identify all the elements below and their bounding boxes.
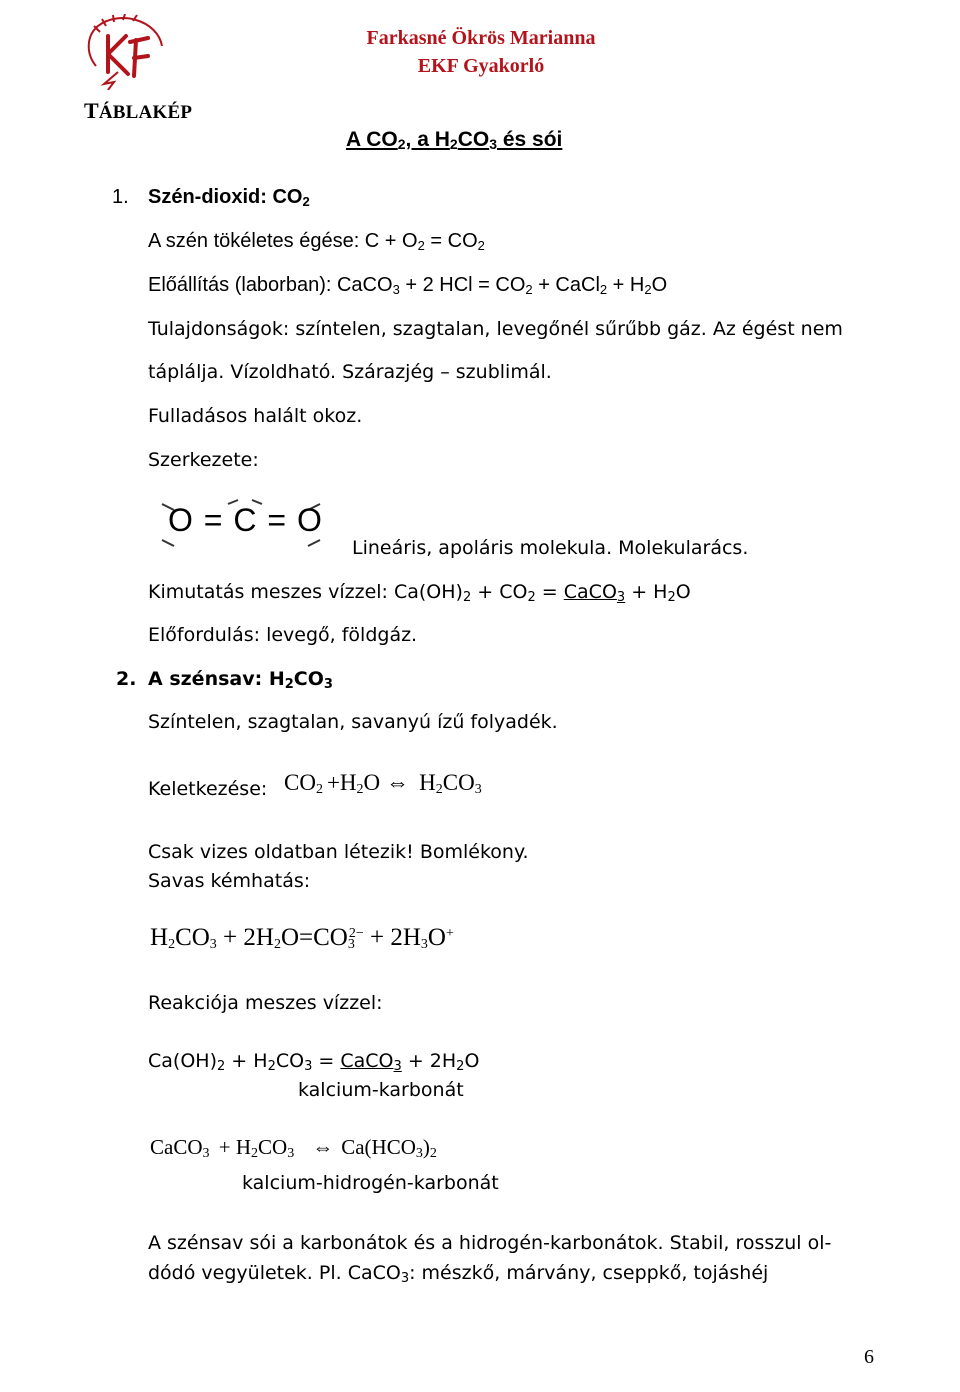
subscript: 2 bbox=[525, 282, 533, 297]
eq-part: CO bbox=[258, 1135, 288, 1159]
text-part: + H bbox=[607, 274, 645, 296]
subscript: 2 bbox=[168, 937, 176, 952]
section1-heading bbox=[148, 186, 310, 209]
subscript: 3 bbox=[415, 1146, 423, 1161]
acidity-equation bbox=[150, 924, 454, 952]
text-part: : mészkő, márvány, cseppkő, tojáshéj bbox=[409, 1262, 769, 1284]
subscript: 2 bbox=[417, 238, 425, 253]
co2-structure-diagram bbox=[160, 496, 322, 564]
underlined-formula: CaCO bbox=[563, 581, 617, 603]
bicarbonate-equation bbox=[150, 1135, 437, 1160]
subscript: 2 bbox=[315, 782, 323, 797]
eq-part: + 2H bbox=[363, 924, 421, 951]
subscript: 2 bbox=[462, 590, 472, 605]
eq-part: O bbox=[427, 924, 446, 951]
subscript: 3 bbox=[474, 782, 482, 797]
subscript: 2 bbox=[599, 282, 608, 297]
subscript: 2 bbox=[216, 1059, 226, 1074]
subscript: 3 bbox=[616, 590, 626, 605]
formation-equation bbox=[284, 770, 482, 796]
page-number: 6 bbox=[864, 1346, 874, 1368]
text-part: + CaCl bbox=[532, 274, 600, 296]
heading-text: A szénsav: H bbox=[148, 668, 285, 690]
subscript: 2 bbox=[429, 1146, 437, 1161]
eq-part: H bbox=[419, 770, 436, 795]
section2-number: 2. bbox=[116, 668, 137, 690]
section1-number: 1. bbox=[112, 186, 129, 208]
eq-part: CO bbox=[442, 770, 475, 795]
detection-line bbox=[148, 581, 691, 603]
eq-part: CO bbox=[175, 924, 210, 951]
subscript: 2 bbox=[267, 1059, 276, 1074]
heading-text: CO bbox=[293, 668, 324, 690]
subscript: 2 bbox=[356, 782, 364, 797]
heading-text: Szén-dioxid: CO bbox=[148, 186, 303, 208]
page-title bbox=[346, 128, 562, 152]
text-part: = bbox=[535, 581, 564, 603]
eq-part: CO bbox=[284, 770, 316, 795]
eq-part: +H bbox=[326, 770, 357, 795]
heading-sub: 2 bbox=[302, 194, 310, 209]
occurrence-line: Előfordulás: levegő, földgáz. bbox=[148, 624, 418, 646]
eq-part: O bbox=[363, 770, 381, 795]
subscript: 2 bbox=[667, 590, 676, 605]
text-part: O bbox=[651, 274, 668, 296]
subscript: 3 bbox=[304, 1059, 313, 1074]
superscript: 2− bbox=[348, 926, 364, 941]
eq-part: + H bbox=[225, 1050, 268, 1072]
carbonic-acid-description: Színtelen, szagtalan, savanyú ízű folyadék. bbox=[148, 711, 558, 733]
eq-part: ) bbox=[422, 1135, 430, 1159]
properties-line-2: táplálja. Vízoldható. Szárazjég – szublimál. bbox=[148, 361, 552, 383]
limewater-equation bbox=[148, 1050, 479, 1072]
heading-sub: 3 bbox=[323, 677, 333, 692]
acidity-label: Savas kémhatás: bbox=[148, 870, 311, 892]
combustion-line bbox=[148, 230, 485, 253]
subscript: 2 bbox=[456, 1059, 465, 1074]
author-name: Farkasné Ökrös Marianna bbox=[366, 27, 596, 49]
school-logo bbox=[78, 14, 178, 94]
text-part: + 2 HCl = CO bbox=[399, 274, 526, 296]
bicarbonate-product: kalcium-hidrogén-karbonát bbox=[242, 1172, 499, 1194]
eq-part: O bbox=[464, 1050, 480, 1072]
subscript: 3 bbox=[209, 937, 217, 952]
subscript: 2 bbox=[435, 782, 443, 797]
subscript: 3 bbox=[392, 282, 400, 297]
only-solution-line: Csak vizes oldatban létezik! Bomlékony. bbox=[148, 841, 529, 863]
equilibrium-arrow-icon: ⇔ bbox=[312, 1135, 334, 1159]
title-sub: 2 bbox=[397, 136, 406, 152]
equilibrium-arrow-icon: ⇔ bbox=[386, 770, 410, 795]
subscript: 3 bbox=[287, 1146, 295, 1161]
eq-part: O bbox=[280, 924, 300, 951]
title-part: és sói bbox=[496, 128, 563, 151]
eq-part: CO bbox=[275, 1050, 305, 1072]
subscript: 3 bbox=[400, 1271, 410, 1286]
text-part: O bbox=[675, 581, 691, 603]
properties-line-3: Fulladásos halált okoz. bbox=[148, 405, 363, 427]
section-label-rest: ÁBLAKÉP bbox=[98, 102, 193, 123]
subscript: 2 bbox=[273, 937, 281, 952]
subscript: 2 bbox=[527, 590, 536, 605]
eq-part: = bbox=[312, 1050, 341, 1072]
subscript: 3 bbox=[393, 1059, 402, 1074]
eq-part: Ca(HCO bbox=[341, 1135, 416, 1159]
text-part: + CO bbox=[471, 581, 528, 603]
properties-line-1: Tulajdonságok: színtelen, szagtalan, levegőnél sűrűbb gáz. Az égést nem bbox=[148, 318, 843, 340]
section-label-initial: T bbox=[84, 98, 99, 123]
eq-part: CO bbox=[313, 924, 348, 951]
section-label bbox=[84, 98, 192, 124]
text-part: + H bbox=[625, 581, 668, 603]
superscript: + bbox=[445, 926, 454, 941]
eq-part: Ca(OH) bbox=[148, 1050, 217, 1072]
eq-part: = bbox=[299, 924, 314, 951]
text-part: Kimutatás meszes vízzel: Ca(OH) bbox=[148, 581, 463, 603]
subscript: 3 bbox=[420, 937, 428, 952]
eq-part: + 2H bbox=[216, 924, 274, 951]
eq-part: + H bbox=[213, 1135, 252, 1159]
title-part: CO bbox=[457, 128, 490, 151]
eq-part: + 2H bbox=[401, 1050, 457, 1072]
author-block bbox=[362, 24, 600, 80]
title-part: A CO bbox=[346, 128, 398, 151]
subscript: 2 bbox=[251, 1146, 259, 1161]
limewater-product: kalcium-karbonát bbox=[298, 1079, 464, 1101]
eq-part: CaCO bbox=[150, 1135, 203, 1159]
production-line bbox=[148, 274, 667, 297]
co2-structure-formula: O = C = O bbox=[168, 502, 323, 538]
title-sub: 2 bbox=[449, 136, 458, 152]
salts-line-2 bbox=[148, 1262, 768, 1284]
text-part: A szén tökéletes égése: C + O bbox=[148, 230, 418, 252]
structure-label: Szerkezete: bbox=[148, 449, 259, 471]
text-part: Előállítás (laborban): CaCO bbox=[148, 274, 393, 296]
author-affiliation: EKF Gyakorló bbox=[417, 55, 545, 77]
text-part: dódó vegyületek. Pl. CaCO bbox=[148, 1262, 401, 1284]
text-part: = CO bbox=[424, 230, 478, 252]
underlined-formula: CaCO bbox=[340, 1050, 394, 1072]
subscript: 3 bbox=[347, 937, 355, 952]
title-sub: 3 bbox=[489, 136, 497, 152]
limewater-label: Reakciója meszes vízzel: bbox=[148, 992, 383, 1014]
title-part: , a H bbox=[405, 128, 450, 151]
eq-part: H bbox=[150, 924, 169, 951]
subscript: 2 bbox=[644, 282, 652, 297]
formation-label: Keletkezése: bbox=[148, 778, 268, 800]
subscript: 2 bbox=[477, 238, 485, 253]
section2-heading bbox=[148, 668, 333, 690]
subscript: 3 bbox=[202, 1146, 210, 1161]
heading-sub: 2 bbox=[284, 677, 294, 692]
structure-description: Lineáris, apoláris molekula. Molekularács. bbox=[352, 537, 749, 559]
salts-line-1: A szénsav sói a karbonátok és a hidrogén-karbonátok. Stabil, rosszul ol- bbox=[148, 1232, 832, 1254]
